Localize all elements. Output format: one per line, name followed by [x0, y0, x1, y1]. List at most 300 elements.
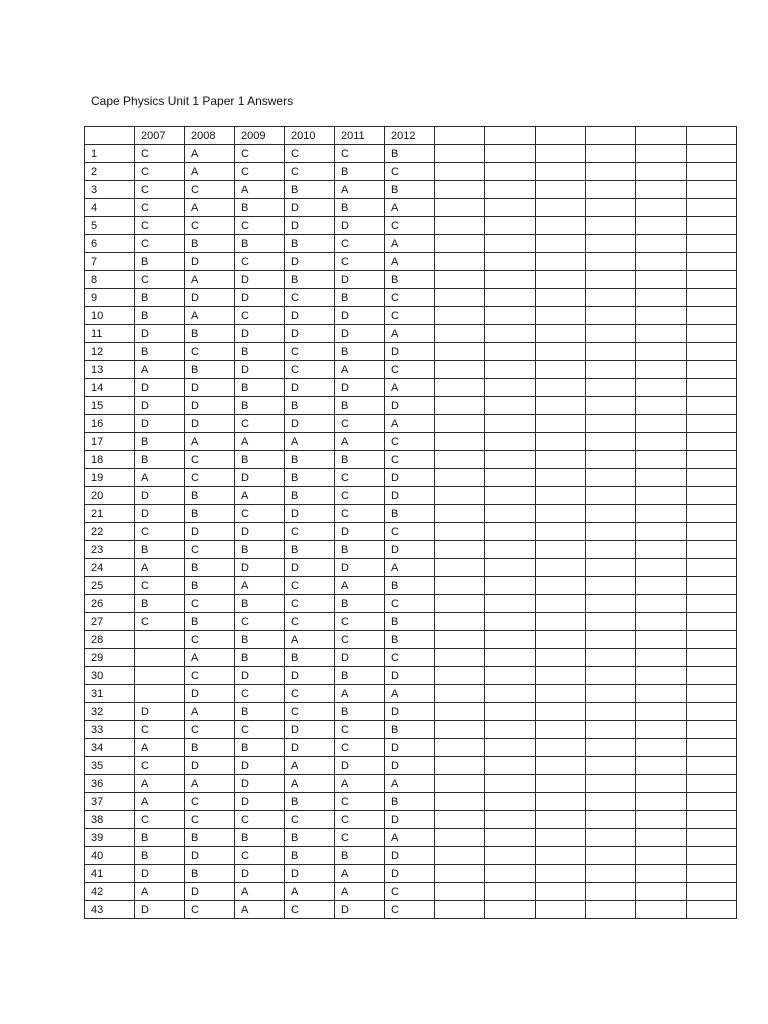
table-row — [85, 235, 737, 253]
answer-cell: C — [335, 235, 385, 253]
empty-cell — [535, 415, 585, 433]
empty-cell — [585, 505, 635, 523]
answer-cell: A — [285, 775, 335, 793]
empty-cell — [585, 811, 635, 829]
answer-cell: A — [185, 649, 235, 667]
table-row — [85, 433, 737, 451]
empty-header-cell — [686, 127, 736, 145]
question-number: 42 — [85, 883, 135, 901]
answer-cell: B — [385, 271, 435, 289]
empty-cell — [535, 181, 585, 199]
answer-cell: B — [335, 289, 385, 307]
answer-cell: D — [385, 865, 435, 883]
empty-cell — [686, 577, 736, 595]
answer-cell: C — [285, 613, 335, 631]
answer-cell: C — [285, 703, 335, 721]
answer-cell: B — [285, 793, 335, 811]
answer-cell: D — [235, 865, 285, 883]
question-number: 19 — [85, 469, 135, 487]
empty-cell — [636, 217, 686, 235]
answer-cell: C — [185, 667, 235, 685]
answer-cell: A — [385, 199, 435, 217]
answer-cell: B — [235, 379, 285, 397]
empty-cell — [535, 145, 585, 163]
empty-cell — [636, 163, 686, 181]
empty-cell — [485, 613, 535, 631]
answer-cell: C — [385, 901, 435, 919]
empty-cell — [485, 523, 535, 541]
answer-cell: A — [335, 775, 385, 793]
empty-cell — [535, 361, 585, 379]
empty-cell — [485, 505, 535, 523]
answer-cell: C — [385, 649, 435, 667]
empty-cell — [686, 775, 736, 793]
empty-cell — [535, 757, 585, 775]
empty-cell — [686, 829, 736, 847]
empty-cell — [636, 505, 686, 523]
empty-cell — [686, 721, 736, 739]
answer-cell: D — [385, 469, 435, 487]
year-header: 2011 — [335, 127, 385, 145]
empty-cell — [686, 865, 736, 883]
answer-cell: A — [185, 271, 235, 289]
answer-cell: B — [185, 505, 235, 523]
empty-cell — [585, 829, 635, 847]
empty-cell — [435, 883, 485, 901]
empty-cell — [636, 667, 686, 685]
answer-cell: D — [335, 307, 385, 325]
table-row — [85, 667, 737, 685]
empty-cell — [636, 451, 686, 469]
empty-cell — [435, 379, 485, 397]
answer-cell: C — [335, 469, 385, 487]
empty-cell — [585, 253, 635, 271]
answer-cell: B — [285, 451, 335, 469]
question-number: 23 — [85, 541, 135, 559]
empty-cell — [535, 649, 585, 667]
empty-cell — [636, 631, 686, 649]
answer-cell: D — [235, 325, 285, 343]
empty-cell — [535, 703, 585, 721]
answer-cell: C — [185, 343, 235, 361]
answer-cell: C — [135, 523, 185, 541]
question-number: 33 — [85, 721, 135, 739]
table-row — [85, 289, 737, 307]
empty-cell — [636, 559, 686, 577]
empty-cell — [585, 649, 635, 667]
question-number: 20 — [85, 487, 135, 505]
answer-cell: C — [185, 541, 235, 559]
empty-cell — [585, 469, 635, 487]
answer-cell: D — [135, 379, 185, 397]
empty-cell — [686, 505, 736, 523]
empty-cell — [485, 451, 535, 469]
answer-cell: D — [185, 757, 235, 775]
question-number: 28 — [85, 631, 135, 649]
answer-cell: A — [185, 145, 235, 163]
empty-cell — [636, 415, 686, 433]
empty-cell — [485, 847, 535, 865]
table-row — [85, 217, 737, 235]
answer-cell: D — [185, 379, 235, 397]
answer-cell: D — [135, 397, 185, 415]
answer-cell: D — [185, 685, 235, 703]
answer-cell: A — [385, 685, 435, 703]
year-header: 2007 — [135, 127, 185, 145]
empty-cell — [535, 577, 585, 595]
answer-cell: D — [135, 487, 185, 505]
empty-cell — [535, 199, 585, 217]
empty-cell — [585, 577, 635, 595]
empty-cell — [435, 199, 485, 217]
answer-cell: C — [335, 415, 385, 433]
answer-cell: D — [235, 667, 285, 685]
answer-cell: A — [335, 865, 385, 883]
answer-cell: B — [185, 487, 235, 505]
empty-cell — [686, 199, 736, 217]
answer-cell: C — [235, 253, 285, 271]
empty-cell — [485, 667, 535, 685]
empty-cell — [485, 343, 535, 361]
empty-cell — [435, 253, 485, 271]
empty-cell — [535, 397, 585, 415]
empty-cell — [585, 631, 635, 649]
answer-cell: C — [335, 793, 385, 811]
answer-cell: B — [235, 451, 285, 469]
answer-cell: A — [235, 433, 285, 451]
empty-cell — [636, 901, 686, 919]
empty-cell — [535, 235, 585, 253]
answer-cell: C — [235, 847, 285, 865]
answer-cell: D — [385, 541, 435, 559]
answer-cell: A — [135, 883, 185, 901]
empty-cell — [435, 289, 485, 307]
question-number: 8 — [85, 271, 135, 289]
answer-cell: B — [135, 433, 185, 451]
answer-cell: B — [185, 235, 235, 253]
table-row — [85, 703, 737, 721]
empty-cell — [535, 469, 585, 487]
empty-cell — [636, 541, 686, 559]
empty-cell — [535, 739, 585, 757]
answer-cell: B — [135, 829, 185, 847]
empty-cell — [636, 235, 686, 253]
answer-cell: B — [135, 343, 185, 361]
empty-cell — [485, 541, 535, 559]
answer-cell: D — [385, 811, 435, 829]
header-row — [85, 127, 737, 145]
answer-cell: A — [335, 883, 385, 901]
empty-cell — [585, 883, 635, 901]
empty-cell — [686, 613, 736, 631]
answer-cell: C — [335, 721, 385, 739]
empty-cell — [686, 361, 736, 379]
question-number: 3 — [85, 181, 135, 199]
answer-cell: B — [235, 595, 285, 613]
answer-cell: D — [335, 523, 385, 541]
answer-cell: B — [285, 487, 335, 505]
empty-cell — [535, 217, 585, 235]
empty-cell — [686, 559, 736, 577]
empty-cell — [535, 811, 585, 829]
answer-cell: B — [335, 703, 385, 721]
empty-header-cell — [535, 127, 585, 145]
question-number: 43 — [85, 901, 135, 919]
empty-cell — [485, 631, 535, 649]
empty-cell — [636, 721, 686, 739]
empty-cell — [435, 523, 485, 541]
empty-header-cell — [636, 127, 686, 145]
question-number: 34 — [85, 739, 135, 757]
answer-cell: D — [235, 757, 285, 775]
answer-cell: D — [285, 253, 335, 271]
empty-cell — [485, 829, 535, 847]
empty-cell — [686, 379, 736, 397]
empty-cell — [686, 181, 736, 199]
empty-cell — [585, 397, 635, 415]
year-header: 2008 — [185, 127, 235, 145]
empty-cell — [485, 793, 535, 811]
table-row — [85, 487, 737, 505]
answer-cell: D — [185, 253, 235, 271]
table-row — [85, 685, 737, 703]
answer-cell: D — [285, 559, 335, 577]
answer-cell: D — [235, 469, 285, 487]
table-row — [85, 901, 737, 919]
table-row — [85, 451, 737, 469]
table-row — [85, 793, 737, 811]
empty-cell — [686, 253, 736, 271]
answer-cell: C — [185, 631, 235, 649]
answers-body — [85, 145, 737, 919]
answer-cell: C — [135, 181, 185, 199]
table-row — [85, 379, 737, 397]
answer-cell: A — [185, 163, 235, 181]
empty-cell — [636, 145, 686, 163]
empty-cell — [686, 415, 736, 433]
empty-cell — [535, 595, 585, 613]
answer-cell: A — [385, 415, 435, 433]
page-title: Cape Physics Unit 1 Paper 1 Answers — [91, 94, 294, 108]
answer-cell: D — [235, 271, 285, 289]
table-row — [85, 523, 737, 541]
answer-cell: C — [335, 505, 385, 523]
answer-cell: B — [235, 235, 285, 253]
answer-cell: C — [185, 451, 235, 469]
empty-cell — [535, 793, 585, 811]
answer-cell: D — [185, 523, 235, 541]
empty-cell — [435, 595, 485, 613]
answer-cell: C — [185, 901, 235, 919]
empty-cell — [585, 487, 635, 505]
answer-cell: B — [135, 595, 185, 613]
answer-cell: D — [335, 649, 385, 667]
empty-cell — [485, 361, 535, 379]
answer-cell: B — [285, 541, 335, 559]
answer-cell: A — [185, 433, 235, 451]
empty-cell — [585, 739, 635, 757]
answer-cell: D — [135, 505, 185, 523]
empty-cell — [686, 487, 736, 505]
answer-cell: B — [235, 703, 285, 721]
answer-cell: D — [185, 289, 235, 307]
table-row — [85, 847, 737, 865]
empty-cell — [686, 451, 736, 469]
empty-cell — [485, 469, 535, 487]
answer-cell: D — [185, 847, 235, 865]
answer-cell: B — [135, 847, 185, 865]
answer-cell: B — [335, 667, 385, 685]
table-row — [85, 253, 737, 271]
answer-cell: C — [285, 343, 335, 361]
empty-cell — [485, 811, 535, 829]
answer-cell: B — [235, 739, 285, 757]
year-header: 2012 — [385, 127, 435, 145]
empty-cell — [636, 685, 686, 703]
empty-cell — [636, 433, 686, 451]
empty-cell — [535, 163, 585, 181]
answer-cell: D — [135, 703, 185, 721]
answer-cell: C — [285, 685, 335, 703]
answer-cell: B — [185, 361, 235, 379]
answer-cell: D — [385, 847, 435, 865]
empty-cell — [435, 415, 485, 433]
answer-cell: B — [335, 163, 385, 181]
question-number: 40 — [85, 847, 135, 865]
answer-cell: B — [285, 181, 335, 199]
answer-cell: D — [285, 307, 335, 325]
empty-cell — [585, 325, 635, 343]
empty-cell — [535, 613, 585, 631]
empty-cell — [485, 775, 535, 793]
empty-cell — [435, 631, 485, 649]
answer-cell: B — [135, 253, 185, 271]
empty-cell — [485, 235, 535, 253]
empty-header-cell — [435, 127, 485, 145]
answer-cell: A — [185, 703, 235, 721]
answer-cell: A — [385, 829, 435, 847]
empty-cell — [535, 541, 585, 559]
empty-cell — [435, 469, 485, 487]
empty-cell — [435, 757, 485, 775]
answer-cell: B — [235, 541, 285, 559]
answer-cell: A — [285, 883, 335, 901]
answer-cell: A — [135, 775, 185, 793]
empty-cell — [636, 325, 686, 343]
table-row — [85, 811, 737, 829]
answer-cell: C — [285, 289, 335, 307]
empty-cell — [636, 883, 686, 901]
empty-cell — [585, 379, 635, 397]
answer-cell: C — [135, 199, 185, 217]
table-row — [85, 145, 737, 163]
answer-cell: A — [235, 883, 285, 901]
empty-cell — [636, 595, 686, 613]
answer-cell: C — [235, 145, 285, 163]
answer-cell: B — [335, 343, 385, 361]
empty-cell — [435, 901, 485, 919]
answer-cell: A — [235, 181, 285, 199]
question-number: 27 — [85, 613, 135, 631]
question-number: 12 — [85, 343, 135, 361]
answer-cell: C — [135, 577, 185, 595]
empty-cell — [636, 577, 686, 595]
empty-cell — [485, 685, 535, 703]
answer-cell: D — [185, 415, 235, 433]
answer-cell: B — [235, 631, 285, 649]
answer-cell: A — [385, 325, 435, 343]
question-number: 17 — [85, 433, 135, 451]
answer-cell: C — [135, 613, 185, 631]
question-number: 30 — [85, 667, 135, 685]
answer-cell: B — [185, 865, 235, 883]
question-number: 9 — [85, 289, 135, 307]
question-number: 35 — [85, 757, 135, 775]
empty-cell — [636, 811, 686, 829]
empty-cell — [686, 217, 736, 235]
answer-cell — [135, 649, 185, 667]
table-row — [85, 505, 737, 523]
answer-cell: B — [135, 307, 185, 325]
question-number: 41 — [85, 865, 135, 883]
empty-cell — [485, 289, 535, 307]
empty-cell — [686, 703, 736, 721]
answer-cell: B — [235, 829, 285, 847]
answer-cell: D — [235, 361, 285, 379]
answer-cell: B — [335, 595, 385, 613]
answer-cell: A — [385, 559, 435, 577]
answer-cell: D — [235, 559, 285, 577]
header-corner-cell — [85, 127, 135, 145]
empty-cell — [636, 829, 686, 847]
answer-cell: D — [385, 739, 435, 757]
empty-cell — [485, 721, 535, 739]
question-number: 1 — [85, 145, 135, 163]
question-number: 39 — [85, 829, 135, 847]
empty-cell — [636, 649, 686, 667]
answer-cell: C — [235, 307, 285, 325]
empty-cell — [535, 901, 585, 919]
empty-cell — [485, 181, 535, 199]
answer-cell: A — [335, 433, 385, 451]
empty-cell — [636, 343, 686, 361]
answer-cell: C — [335, 631, 385, 649]
empty-cell — [485, 415, 535, 433]
empty-cell — [535, 829, 585, 847]
empty-cell — [686, 343, 736, 361]
empty-cell — [435, 145, 485, 163]
table-row — [85, 739, 737, 757]
empty-cell — [535, 487, 585, 505]
empty-cell — [636, 307, 686, 325]
answer-cell: A — [135, 559, 185, 577]
table-row — [85, 775, 737, 793]
answer-cell: B — [185, 559, 235, 577]
answer-cell: D — [285, 739, 335, 757]
question-number: 2 — [85, 163, 135, 181]
answer-cell: C — [285, 577, 335, 595]
answer-cell: C — [285, 595, 335, 613]
answer-cell: C — [235, 721, 285, 739]
answers-table — [84, 126, 737, 919]
empty-cell — [636, 757, 686, 775]
answer-cell: C — [335, 253, 385, 271]
answer-cell: C — [135, 811, 185, 829]
answer-cell: A — [185, 307, 235, 325]
answer-cell: B — [385, 631, 435, 649]
answer-cell: C — [185, 721, 235, 739]
empty-cell — [636, 253, 686, 271]
